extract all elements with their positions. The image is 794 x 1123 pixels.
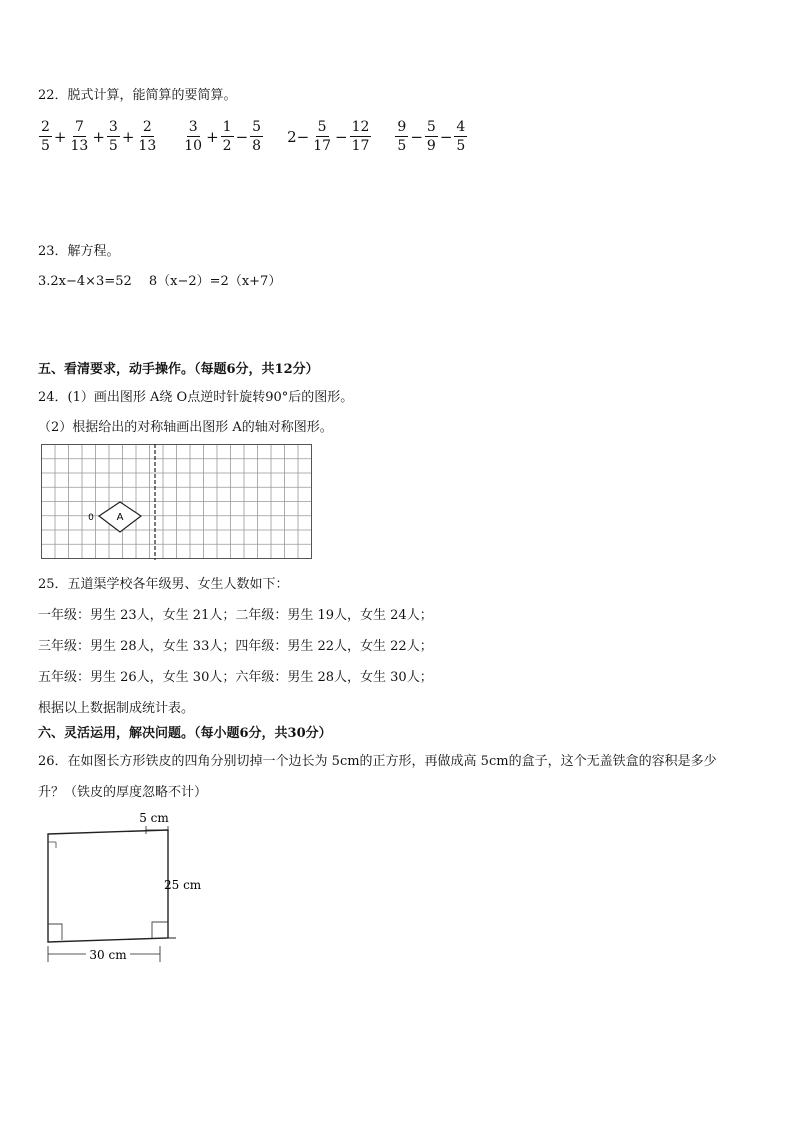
operator: + <box>53 127 67 146</box>
sheet-outline <box>48 830 168 942</box>
grid-figure <box>41 444 313 560</box>
denominator: 10 <box>184 138 203 154</box>
q22-expressions <box>38 118 490 155</box>
q23-equations: 3.2x−4×3=52 8（x−2）=2（x+7） <box>38 274 282 289</box>
denominator: 17 <box>351 138 370 154</box>
denominator: 17 <box>313 138 332 154</box>
q22-title: 22．脱式计算，能简算的要简算。 <box>38 88 237 103</box>
fraction <box>182 118 204 155</box>
operator: − <box>335 127 348 146</box>
numerator: 2 <box>41 119 50 135</box>
corner-bottom-right <box>152 922 168 938</box>
numerator: 4 <box>456 119 466 135</box>
operator: 2− <box>287 127 310 146</box>
numerator: 5 <box>252 119 262 135</box>
fraction <box>69 118 91 155</box>
expression-1 <box>38 118 159 155</box>
label-30cm: 30 cm <box>89 948 127 962</box>
q25-title: 25．五道渠学校各年级男、女生人数如下： <box>38 577 289 592</box>
q26-line2: 升？（铁皮的厚度忽略不计） <box>38 785 208 800</box>
numerator: 5 <box>426 119 436 135</box>
operator: − <box>410 127 423 146</box>
numerator: 2 <box>142 119 152 135</box>
expression-3 <box>286 118 372 155</box>
label-5cm: 5 cm <box>139 812 169 825</box>
fraction <box>136 118 158 155</box>
numerator: 3 <box>188 119 198 135</box>
fraction <box>311 118 333 155</box>
fraction <box>39 118 52 155</box>
fraction <box>425 118 438 155</box>
grid-lines <box>42 445 312 559</box>
denominator: 5 <box>41 138 50 154</box>
fraction <box>454 118 467 155</box>
operator: − <box>235 127 249 146</box>
shape-a-label: A <box>116 512 124 523</box>
denominator: 5 <box>456 138 466 154</box>
numerator: 5 <box>317 119 327 135</box>
point-o-label: 0 <box>88 513 94 523</box>
operator: + <box>121 127 135 146</box>
denominator: 5 <box>108 138 118 154</box>
fraction <box>107 118 120 155</box>
numerator: 7 <box>74 119 84 135</box>
section6-title: 六、灵活运用，解决问题。（每小题6分，共30分） <box>38 726 332 741</box>
denominator: 5 <box>397 138 407 154</box>
q25-note: 根据以上数据制成统计表。 <box>38 701 195 716</box>
q25-row-3: 五年级：男生 26人，女生 30人；六年级：男生 28人，女生 30人； <box>38 670 433 685</box>
label-25cm: 25 cm <box>164 878 202 892</box>
fraction <box>350 118 372 155</box>
corner-bottom-left <box>48 924 62 940</box>
q26-line1: 26．在如图长方形铁皮的四角分别切掉一个边长为 5cm的正方形，再做成高 5cm的盒子，这个无盖铁盒的容积是多少 <box>38 754 717 769</box>
operator: + <box>92 127 105 146</box>
corner-top-left <box>48 842 56 848</box>
denominator: 13 <box>70 138 89 154</box>
iron-sheet-figure <box>40 812 220 972</box>
denominator: 2 <box>222 138 232 154</box>
q23-title: 23．解方程。 <box>38 244 120 259</box>
section5-title: 五、看清要求，动手操作。（每题6分，共12分） <box>38 362 319 377</box>
numerator: 1 <box>222 119 232 135</box>
fraction <box>250 118 263 155</box>
fraction <box>221 118 234 155</box>
fraction <box>395 118 408 155</box>
numerator: 3 <box>108 119 118 135</box>
q24-part1: 24．(1）画出图形 A绕 O点逆时针旋转90°后的图形。 <box>38 390 354 405</box>
operator: − <box>439 127 453 146</box>
expression-2 <box>181 118 264 155</box>
denominator: 9 <box>426 138 436 154</box>
denominator: 8 <box>252 138 262 154</box>
expression-4 <box>394 118 468 155</box>
denominator: 13 <box>138 138 157 154</box>
numerator: 9 <box>397 119 407 135</box>
q24-part2: （2）根据给出的对称轴画出图形 A的轴对称图形。 <box>38 420 333 435</box>
numerator: 12 <box>351 119 370 135</box>
q25-row-2: 三年级：男生 28人，女生 33人；四年级：男生 22人，女生 22人； <box>38 639 433 654</box>
q25-row-1: 一年级：男生 23人，女生 21人；二年级：男生 19人，女生 24人； <box>38 608 433 623</box>
operator: + <box>206 127 219 146</box>
